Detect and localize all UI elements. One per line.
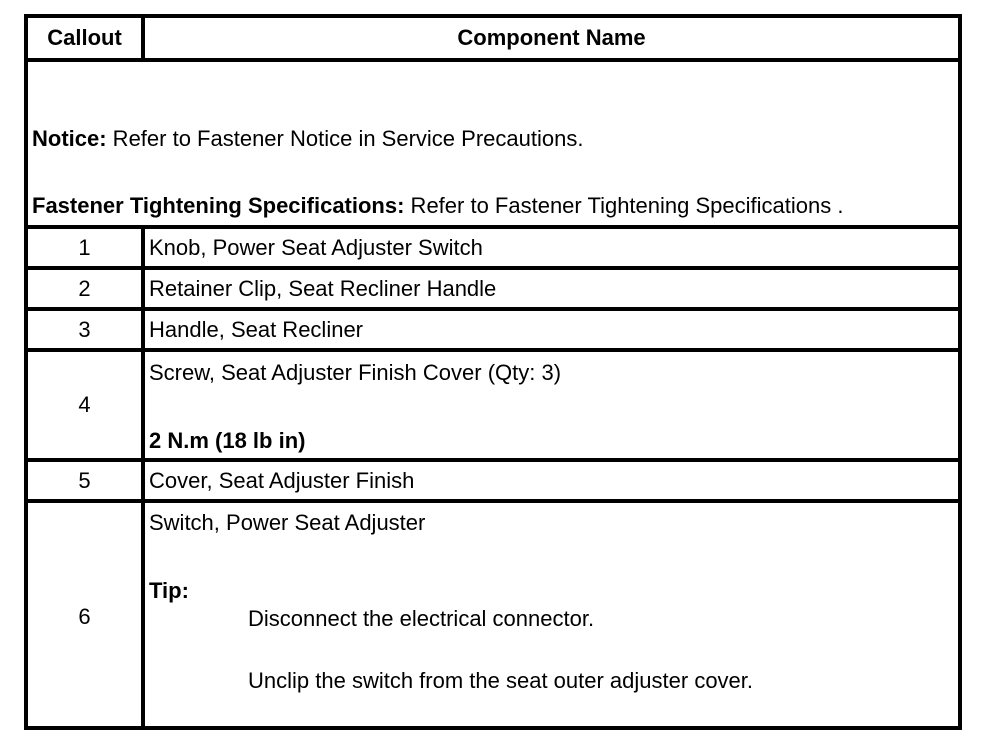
row-divider bbox=[28, 348, 958, 352]
row-6-name: Switch, Power Seat Adjuster bbox=[149, 510, 426, 535]
notice-line bbox=[32, 126, 583, 152]
component-table bbox=[24, 14, 962, 730]
row-4-torque-spec: 2 N.m (18 lb in) bbox=[149, 428, 306, 453]
row-1-name: Knob, Power Seat Adjuster Switch bbox=[149, 234, 483, 260]
row-5-callout: 5 bbox=[78, 467, 91, 493]
row-4-callout: 4 bbox=[78, 392, 91, 417]
row-2-name: Retainer Clip, Seat Recliner Handle bbox=[149, 275, 497, 301]
notice-text: Refer to Fastener Notice in Service Precautions. bbox=[106, 126, 584, 151]
spec-label: Fastener Tightening Specifications: bbox=[32, 193, 405, 218]
spec-text: Refer to Fastener Tightening Specifications . bbox=[404, 193, 844, 218]
header-component-name: Component Name bbox=[457, 25, 646, 50]
row-1-callout: 1 bbox=[78, 234, 91, 260]
row-3-callout: 3 bbox=[78, 316, 91, 342]
row-4-name: Screw, Seat Adjuster Finish Cover (Qty: 3) bbox=[149, 360, 562, 385]
row-3-name: Handle, Seat Recliner bbox=[149, 316, 364, 342]
row-6-tip-label: Tip: bbox=[149, 578, 189, 603]
row-2-callout: 2 bbox=[78, 275, 91, 301]
row-6-tip-step-2: Unclip the switch from the seat outer adjuster cover. bbox=[248, 668, 754, 693]
header-callout: Callout bbox=[47, 25, 122, 50]
spec-line bbox=[32, 193, 843, 219]
row-6-tip-step-1: Disconnect the electrical connector. bbox=[248, 606, 595, 631]
row-5-name: Cover, Seat Adjuster Finish bbox=[149, 467, 415, 493]
row-6-callout: 6 bbox=[78, 603, 91, 629]
notice-label: Notice: bbox=[32, 126, 107, 151]
row-divider bbox=[28, 58, 958, 62]
column-divider bbox=[141, 225, 145, 730]
row-divider bbox=[28, 499, 958, 503]
